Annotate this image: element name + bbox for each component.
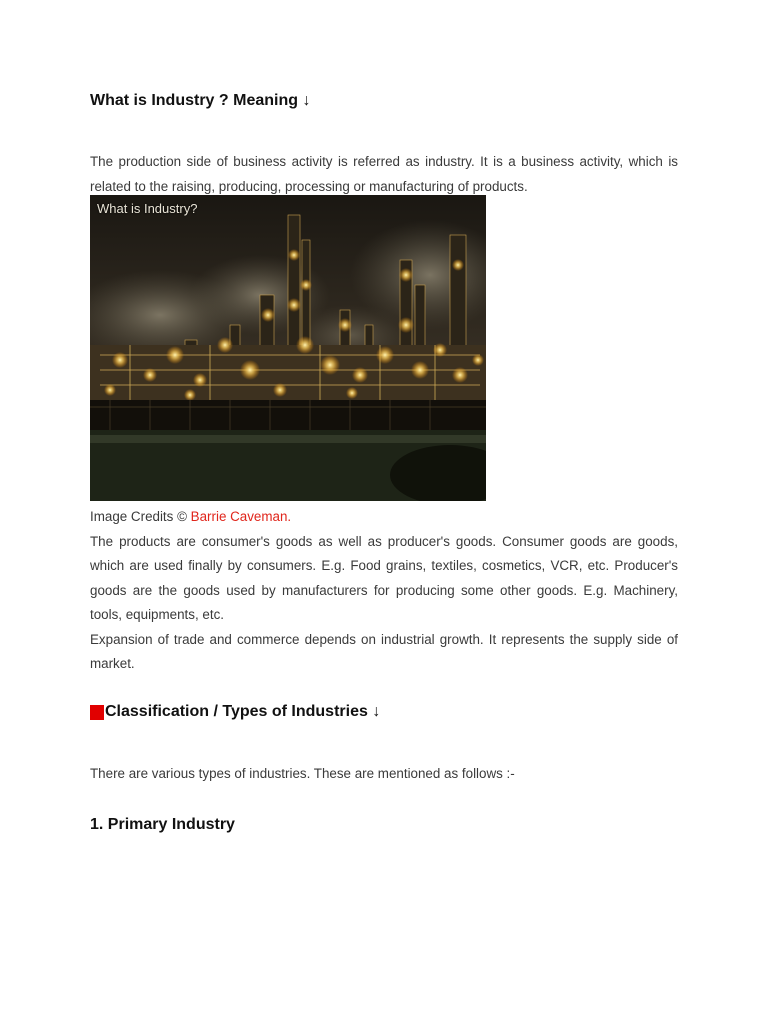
refinery-night-image (90, 195, 486, 501)
red-square-icon (90, 705, 104, 720)
heading-classification (90, 703, 380, 721)
credit-prefix: Image Credits © (90, 509, 191, 524)
heading-classification-text: Classification / Types of Industries ↓ (105, 703, 381, 720)
heading-what-is-industry: What is Industry ? Meaning ↓ (90, 92, 311, 109)
products-paragraph: The products are consumer's goods as well as producer's goods. Consumer goods are goods, which are used finally by consumers. E.g. Food grains, textiles, cosmetics, VCR, etc. Producer's goods are the goods used by manufacturers for producing some other goods. E.g. Machinery, tools, equipments, etc. (90, 533, 678, 622)
credit-suffix: . (287, 509, 292, 524)
credit-link-barrie-caveman[interactable]: Barrie Caveman (190, 509, 288, 524)
intro-paragraph: The production side of business activity is referred as industry. It is a business activity, which is related to the raising, producing, processing or manufacturing of products. (90, 154, 678, 194)
expansion-paragraph: Expansion of trade and commerce depends on industrial growth. It represents the supply side of market. (90, 631, 678, 671)
various-types-paragraph: There are various types of industries. These are mentioned as follows :- (90, 766, 515, 781)
image-credit-line (90, 505, 678, 530)
image-caption: What is Industry? (97, 201, 198, 216)
industry-photo (90, 195, 486, 501)
body-text-block (90, 505, 678, 677)
heading-primary-industry: 1. Primary Industry (90, 816, 235, 833)
